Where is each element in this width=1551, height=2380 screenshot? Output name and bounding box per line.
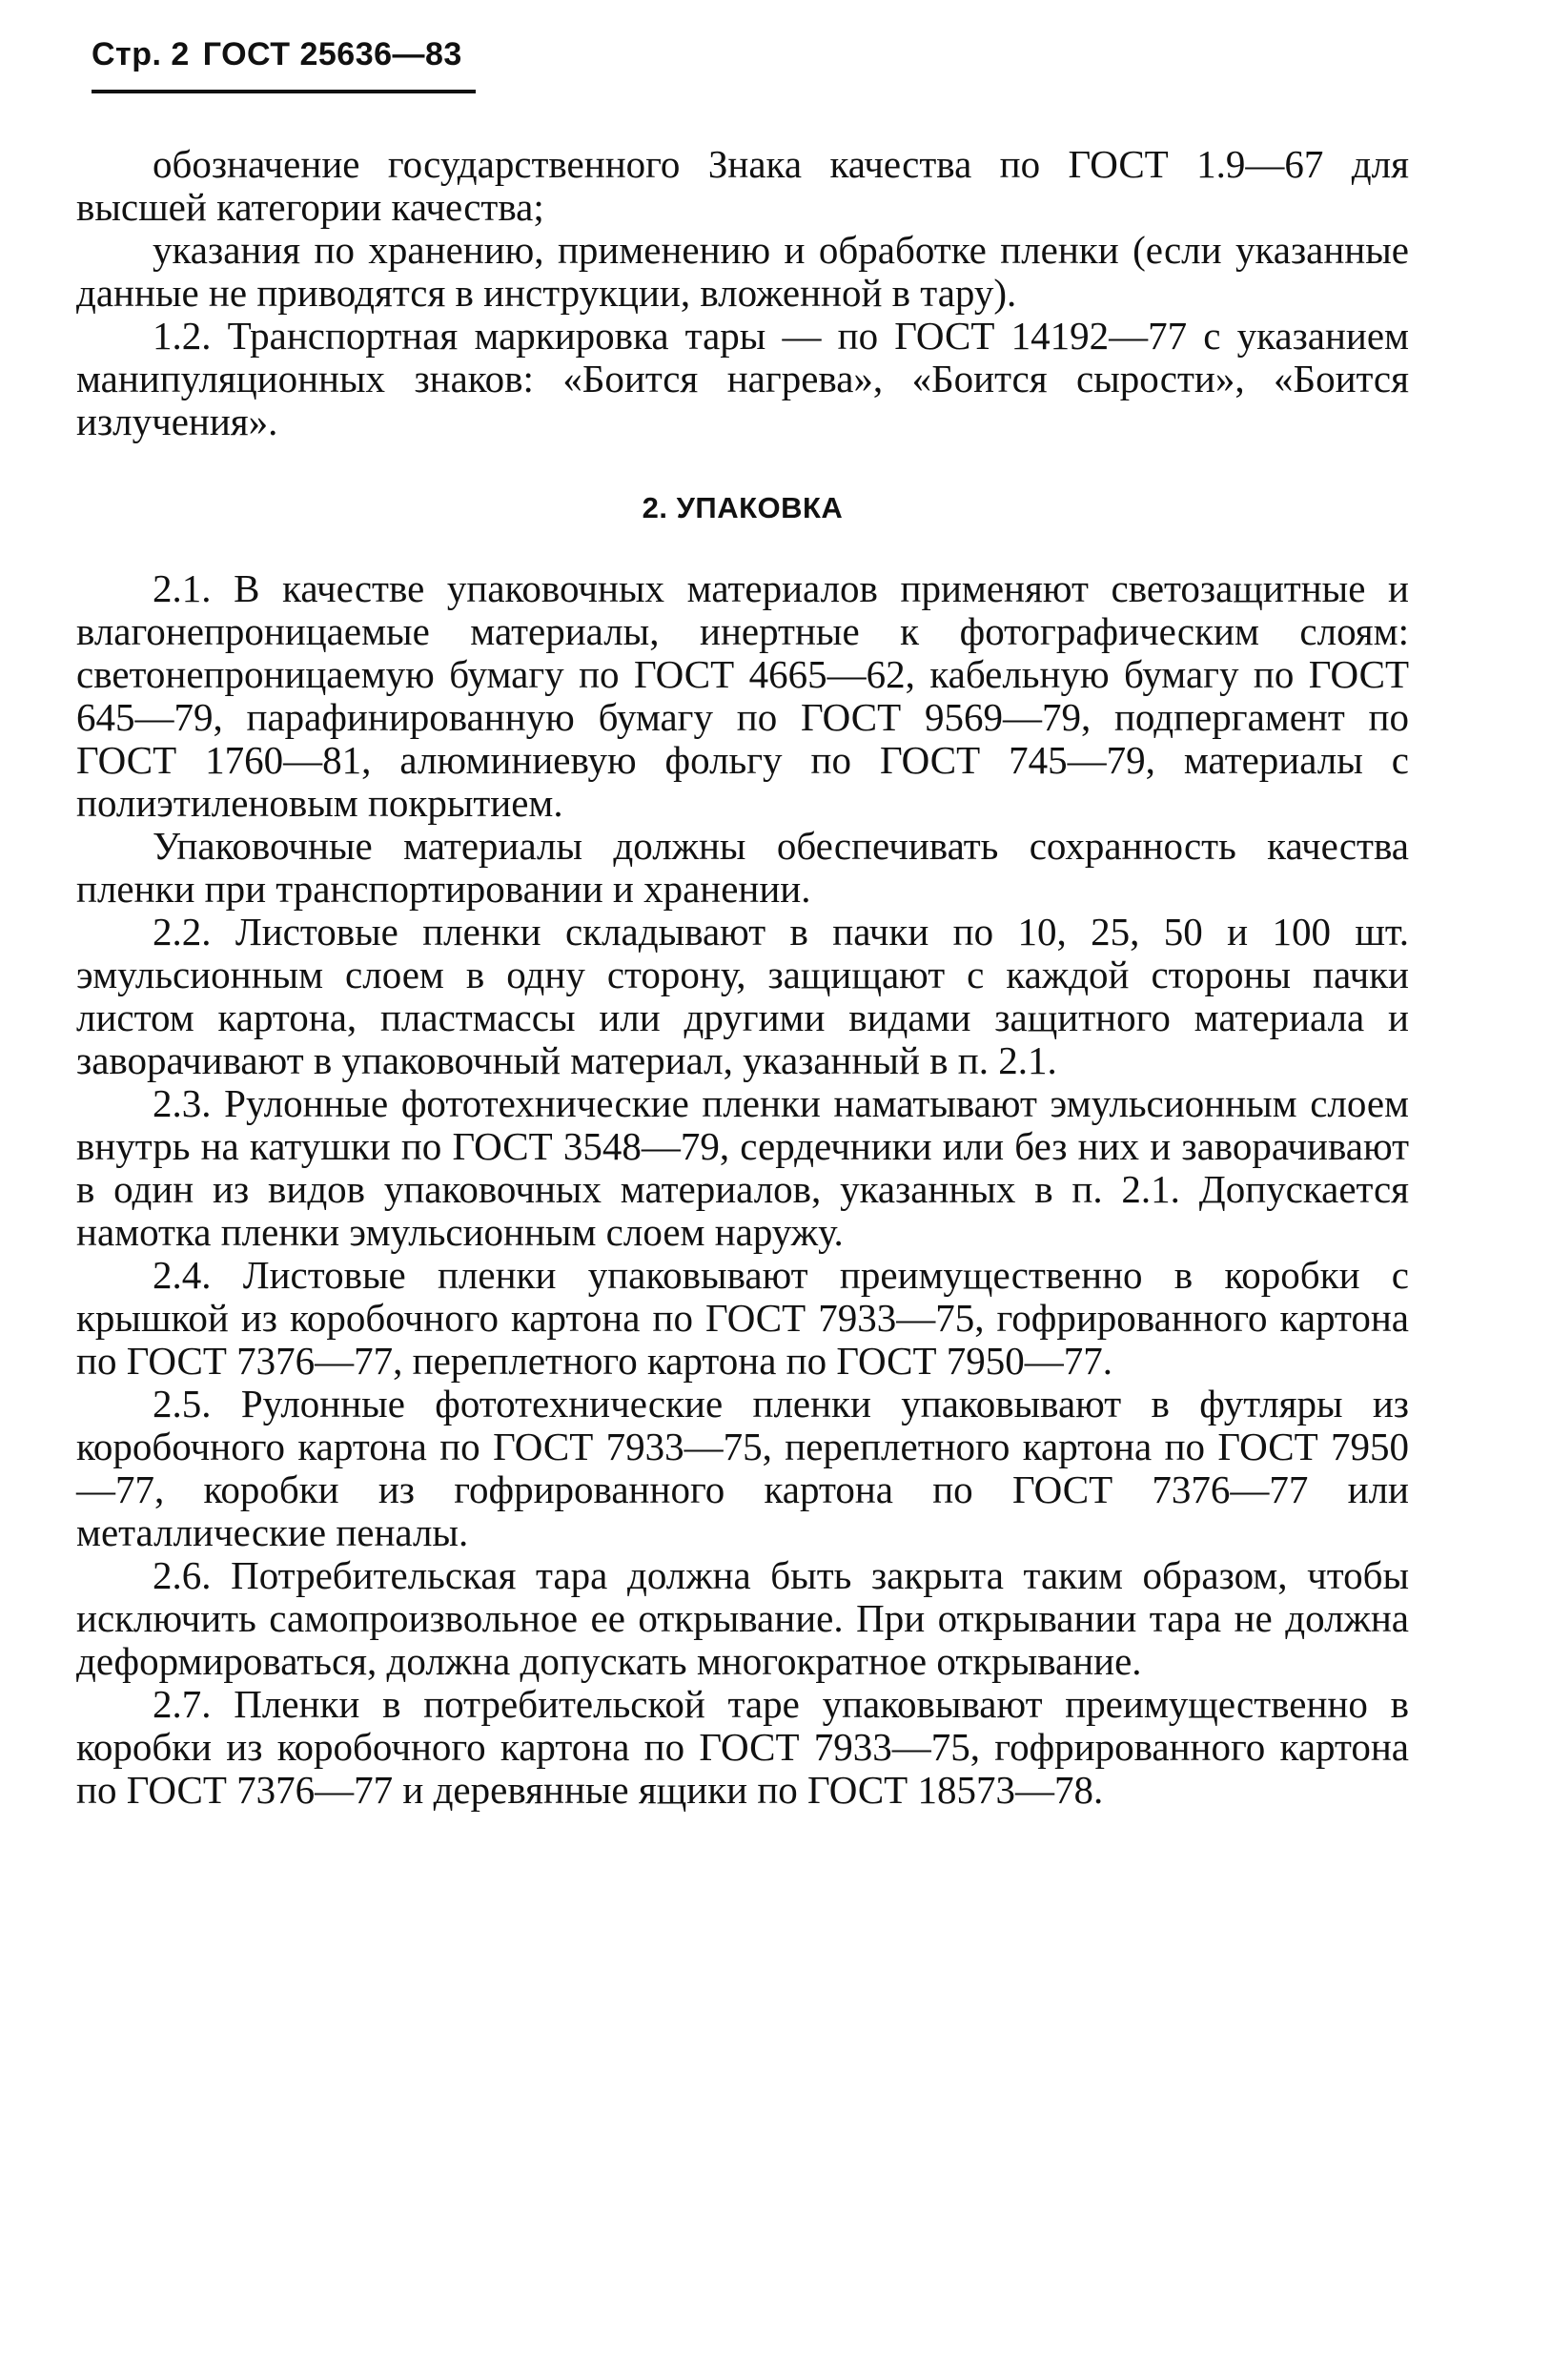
paragraph-2-1-cont: Упаковочные материалы должны обеспечивать сохранность качества пленки при транспортировании и хранении. [76, 824, 1409, 911]
paragraph-2-1: 2.1. В качестве упаковочных материалов применяют светозащитные и влагонепроницаемые материалы, инертные к фотографическим слоям: светонепроницаемую бумагу по ГОСТ 4665—62, кабельную бумагу по ГОСТ 645—79, парафинированную бумагу по ГОСТ 9569—79, подпергамент по ГОСТ 1760—81, алюминиевую фольгу по ГОСТ 745—79, материалы с полиэтиленовым покрытием. [76, 566, 1409, 825]
body-text [76, 143, 1409, 1812]
paragraph-2-4: 2.4. Листовые пленки упаковывают преимущественно в коробки с крышкой из коробочного картона по ГОСТ 7933—75, гофрированного картона по ГОСТ 7376—77, переплетного картона по ГОСТ 7950—77. [76, 1253, 1409, 1383]
paragraph-2-7: 2.7. Пленки в потребительской таре упаковывают преимущественно в коробки из коробочного картона по ГОСТ 7933—75, гофрированного картона по ГОСТ 7376—77 и деревянные ящики по ГОСТ 18573—78. [76, 1682, 1409, 1812]
paragraph-2-6: 2.6. Потребительская тара должна быть закрыта таким образом, чтобы исключить самопроизвольное ее открывание. При открывании тара не должна деформироваться, должна допускать многократное открывание. [76, 1553, 1409, 1683]
running-head [92, 36, 462, 73]
page-label: Стр. 2 [92, 36, 190, 72]
header-rule [92, 90, 476, 93]
paragraph-1-2: 1.2. Транспортная маркировка тары — по ГОСТ 14192—77 с указанием манипуляционных знаков: «Боится нагрева», «Боится сырости», «Боится излучения». [76, 314, 1409, 443]
paragraph-2-3: 2.3. Рулонные фототехнические пленки наматывают эмульсионным слоем внутрь на катушки по ГОСТ 3548—79, сердечники или без них и заворачивают в один из видов упаковочных материалов, указанных в п. 2.1. Допускается намотка пленки эмульсионным слоем наружу. [76, 1081, 1409, 1254]
paragraph-storage-instructions: указания по хранению, применению и обработке пленки (если указанные данные не приводятся в инструкции, вложенной в тару). [76, 228, 1409, 315]
section-heading: 2. УПАКОВКА [642, 491, 844, 524]
standard-number: ГОСТ 25636—83 [202, 36, 462, 72]
paragraph-2-2: 2.2. Листовые пленки складывают в пачки по 10, 25, 50 и 100 шт. эмульсионным слоем в одну сторону, защищают с каждой стороны пачки листом картона, пластмассы или другими видами защитного материала и заворачивают в упаковочный материал, указанный в п. 2.1. [76, 910, 1409, 1082]
paragraph-quality-mark: обозначение государственного Знака качества по ГОСТ 1.9—67 для высшей категории качества; [76, 142, 1409, 229]
paragraph-2-5: 2.5. Рулонные фототехнические пленки упаковывают в футляры из коробочного картона по ГОСТ 7933—75, переплетного картона по ГОСТ 7950—77, коробки из гофрированного картона по ГОСТ 7376—77 или металлические пеналы. [76, 1382, 1409, 1554]
